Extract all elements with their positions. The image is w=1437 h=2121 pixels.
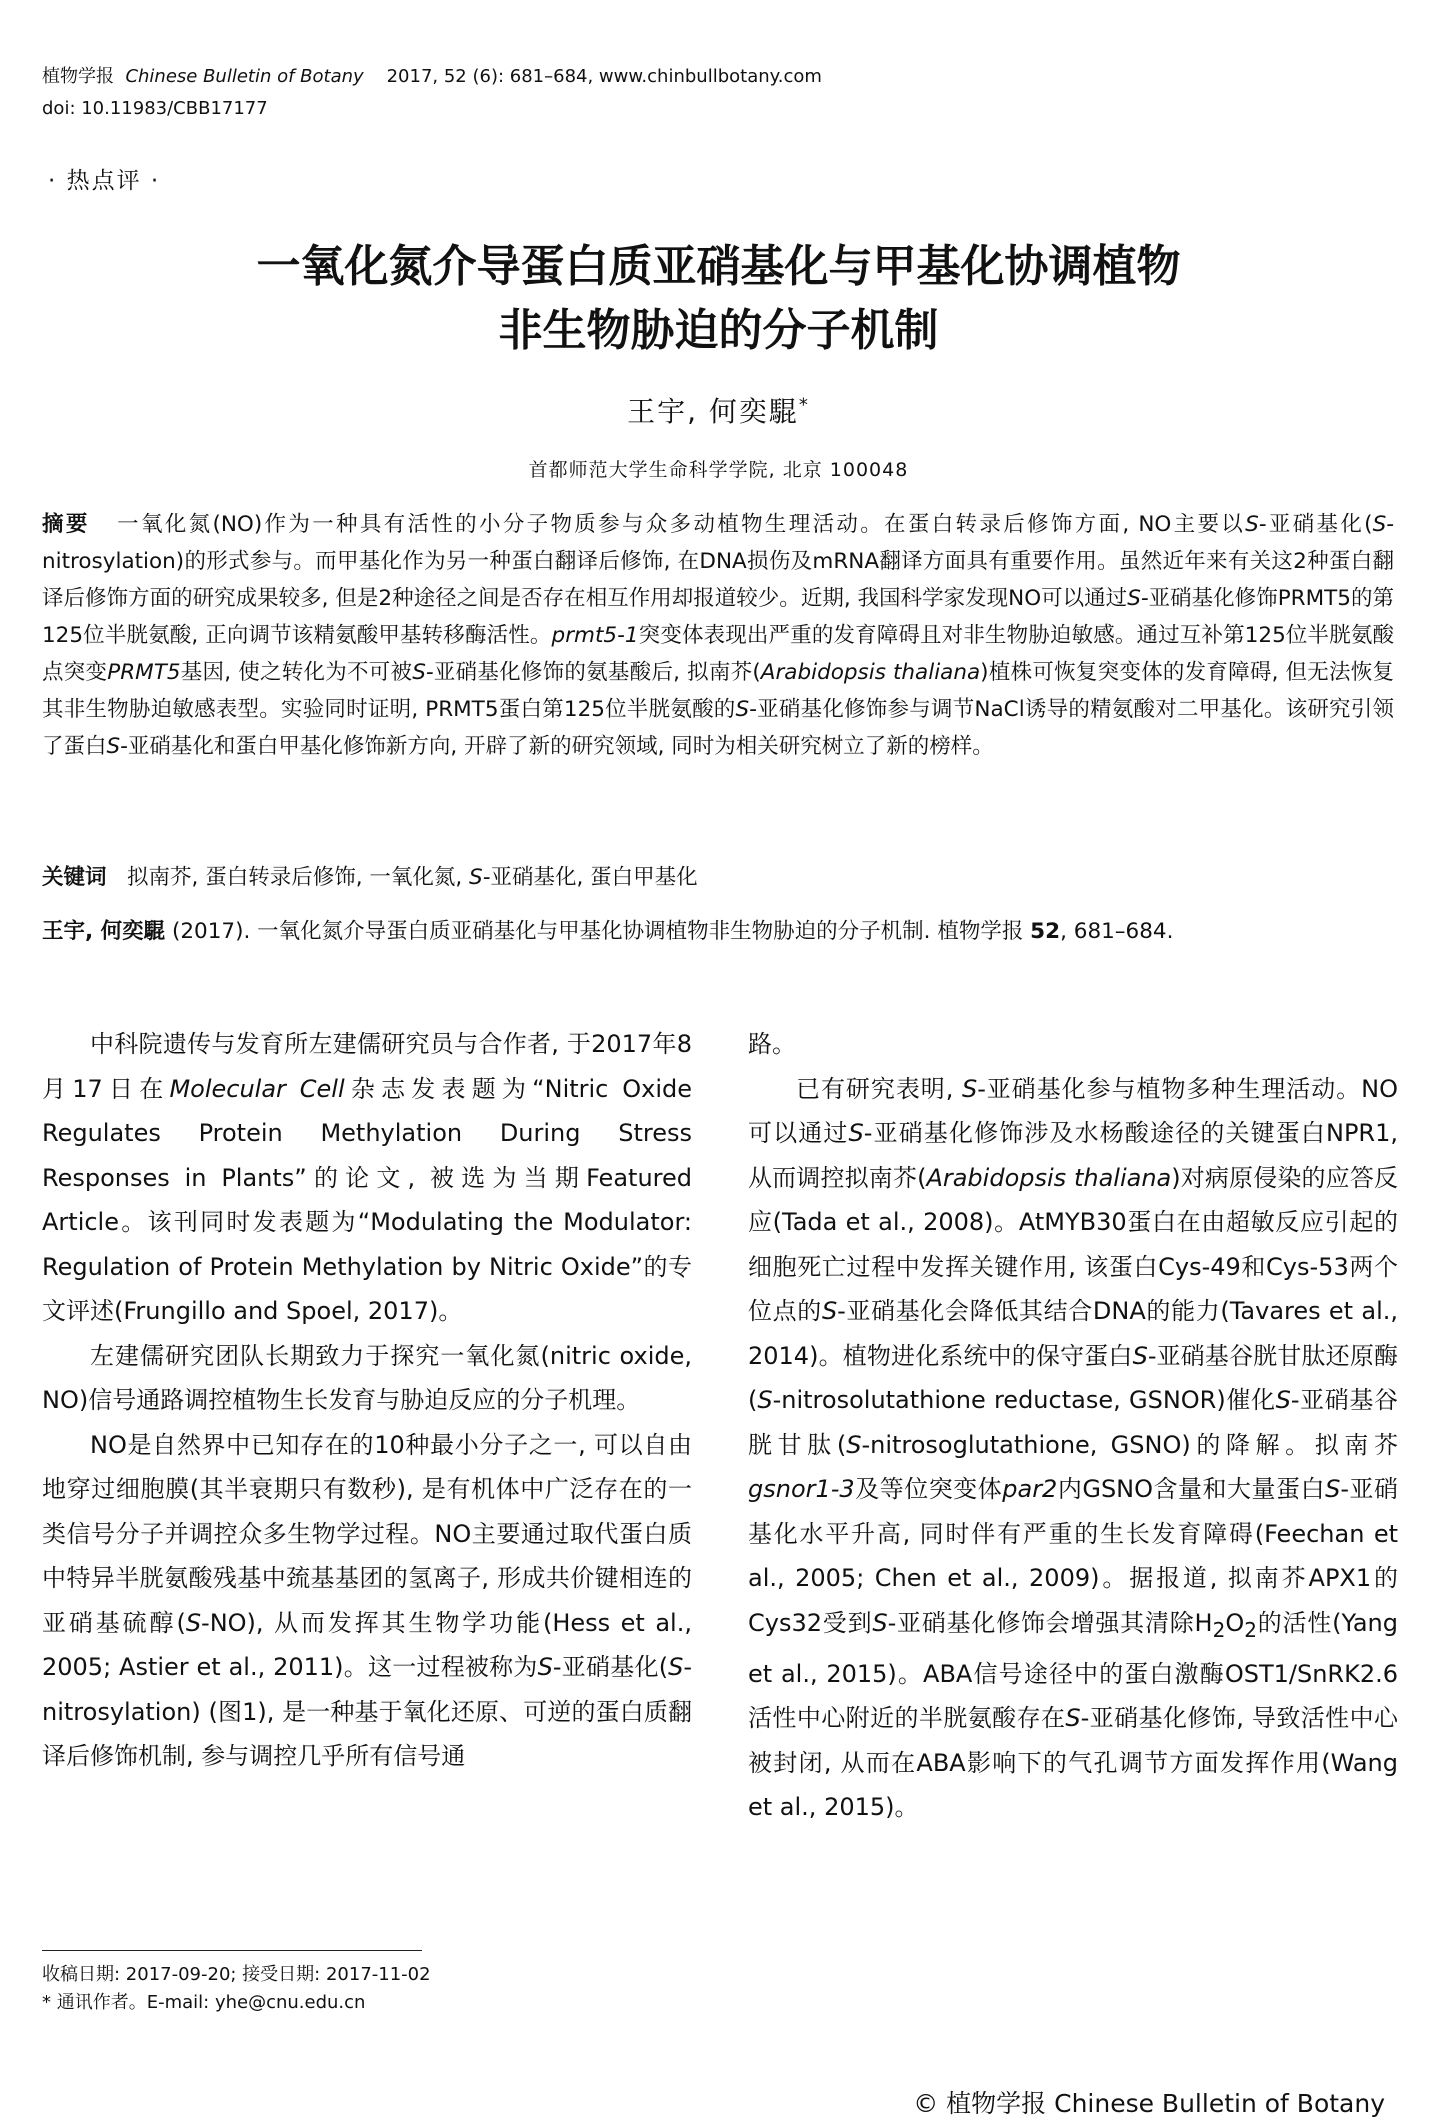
received-dates: 收稿日期: 2017-09-20; 接受日期: 2017-11-02 bbox=[42, 1964, 431, 1985]
body-paragraph: 已有研究表明, S-亚硝基化参与植物多种生理活动。NO可以通过S-亚硝基化修饰涉及水杨酸途径的关键蛋白NPR1, 从而调控拟南芥(Arabidopsis thaliana)对病原侵染的应答反应(Tada et al., 2008)。AtMYB30蛋白在由超敏反应引起的细胞死亡过程中发挥关键作用, 该蛋白Cys-49和Cys-53两个位点的S-亚硝基化会降低其结合DNA的能力(Tavares et al., 2014)。植物进化系统中的保守蛋白S-亚硝基谷胱甘肽还原酶(S-nitrosolutathione reductase, GSNOR)催化S-亚硝基谷胱甘肽(S-nitrosoglutathione, GSNO)的降解。拟南芥gsnor1-3及等位突变体par2内GSNO含量和大量蛋白S-亚硝基化水平升高, 同时伴有严重的生长发育障碍(Feechan et al., 2005; Chen et al., 2009)。据报道, 拟南芥APX1的Cys32受到S-亚硝基化修饰会增强其清除$H_2O_2$的活性(Yang et al., 2015)。ABA信号途径中的蛋白激酶OST1/SnRK2.6活性中心附近的半胱氨酸存在S-亚硝基化修饰, 导致活性中心被封闭, 从而在ABA影响下的气孔调节方面发挥作用(Wang et al., 2015)。 bbox=[748, 1074, 1398, 1822]
copyright: © 植物学报 Chinese Bulletin of Botany bbox=[913, 2089, 1385, 2118]
journal-header bbox=[42, 64, 822, 90]
abstract: 摘要 一氧化氮(NO)作为一种具有活性的小分子物质参与众多动植物生理活动。在蛋白转录后修饰方面, NO主要以S-亚硝基化(S-nitrosylation)的形式参与。而甲基化作为另一种蛋白翻译后修饰, 在DNA损伤及mRNA翻译方面具有重要作用。虽然近年来有关这2种蛋白翻译后修饰方面的研究成果较多, 但是2种途径之间是否存在相互作用却报道较少。近期, 我国科学家发现NO可以通过S-亚硝基化修饰PRMT5的第125位半胱氨酸, 正向调节该精氨酸甲基转移酶活性。prmt5-1突变体表现出严重的发育障碍且对非生物胁迫敏感。通过互补第125位半胱氨酸点突变PRMT5基因, 使之转化为不可被S-亚硝基化修饰的氨基酸后, 拟南芥(Arabidopsis thaliana)植株可恢复突变体的发育障碍, 但无法恢复其非生物胁迫敏感表型。实验同时证明, PRMT5蛋白第125位半胱氨酸的S-亚硝基化修饰参与调节NaCl诱导的精氨酸对二甲基化。该研究引领了蛋白S-亚硝基化和蛋白甲基化修饰新方向, 开辟了新的研究领域, 同时为相关研究树立了新的榜样。 bbox=[42, 512, 1395, 759]
journal-name-cn: 植物学报 bbox=[42, 66, 114, 87]
keywords-label: 关键词 bbox=[42, 865, 107, 890]
citation-line: 王宇, 何奕騉 (2017). 一氧化氮介导蛋白质亚硝基化与甲基化协调植物非生物胁迫的分子机制. 植物学报 52, 681–684. bbox=[42, 919, 1174, 944]
corresponding-mark: * bbox=[798, 394, 810, 416]
keywords: 关键词 拟南芥, 蛋白转录后修饰, 一氧化氮, S-亚硝基化, 蛋白甲基化 bbox=[42, 865, 698, 890]
corresponding-author: * 通讯作者。E-mail: yhe@cnu.edu.cn bbox=[42, 1992, 366, 2013]
citation-authors: 王宇, 何奕騉 bbox=[42, 919, 166, 944]
citation-volume: 52 bbox=[1030, 919, 1061, 944]
article-title-line2: 非生物胁迫的分子机制 bbox=[498, 305, 939, 356]
doi[interactable]: doi: 10.11983/CBB17177 bbox=[42, 98, 268, 119]
footnote-divider bbox=[42, 1950, 422, 1951]
journal-name-en: Chinese Bulletin of Botany bbox=[125, 66, 364, 87]
authors bbox=[0, 390, 1437, 430]
body-paragraph: 中科院遗传与发育所左建儒研究员与合作者, 于2017年8月17日在Molecular Cell杂志发表题为“Nitric Oxide Regulates Protein Methylation During Stress Responses in Plants”的论文, 被选为当期Featured Article。该刊同时发表题为“Modulating the Modulator: Regulation of Protein Methylation by Nitric Oxide”的专文评述(Frungillo and Spoel, 2017)。 bbox=[42, 1030, 692, 1325]
body-paragraph: 左建儒研究团队长期致力于探究一氧化氮(nitric oxide, NO)信号通路调控植物生长发育与胁迫反应的分子机理。 bbox=[42, 1341, 692, 1414]
abstract-label: 摘要 bbox=[42, 512, 90, 537]
body-left-column bbox=[42, 1022, 692, 1779]
article-title-line1: 一氧化氮介导蛋白质亚硝基化与甲基化协调植物 bbox=[256, 241, 1181, 292]
author-names: 王宇, 何奕騉 bbox=[627, 395, 799, 428]
journal-citation: 2017, 52 (6): 681–684, www.chinbullbotany.com bbox=[386, 66, 822, 87]
affiliation: 首都师范大学生命科学学院, 北京 100048 bbox=[528, 459, 909, 481]
body-paragraph-continued: 路。 bbox=[748, 1030, 796, 1058]
body-right-column bbox=[748, 1022, 1398, 1830]
section-label: · 热点评 · bbox=[48, 168, 161, 194]
body-paragraph: NO是自然界中已知存在的10种最小分子之一, 可以自由地穿过细胞膜(其半衰期只有数秒), 是有机体中广泛存在的一类信号分子并调控众多生物学过程。NO主要通过取代蛋白质中特异半胱氨酸残基中巯基基团的氢离子, 形成共价键相连的亚硝基硫醇(S-NO), 从而发挥其生物学功能(Hess et al., 2005; Astier et al., 2011)。这一过程被称为S-亚硝基化(S-nitrosylation) (图1), 是一种基于氧化还原、可逆的蛋白质翻译后修饰机制, 参与调控几乎所有信号通 bbox=[42, 1430, 693, 1770]
